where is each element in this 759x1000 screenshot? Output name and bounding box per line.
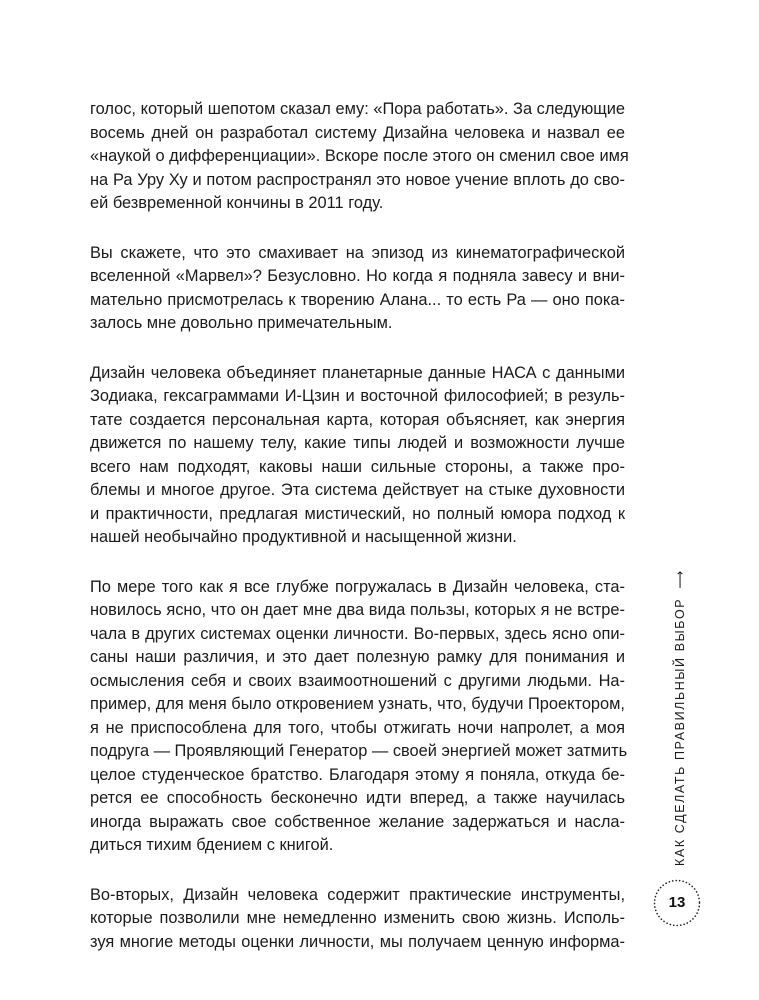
text-line: Вы скажете, что это смахивает на эпизод из кинематографической — [90, 243, 625, 262]
paragraph-3 — [90, 362, 625, 550]
text-line: иногда выражать свое собственное желание задержаться и наслa- — [90, 812, 625, 831]
text-line: всего нам подходят, каковы наши сильные стороны, а также про- — [90, 457, 625, 476]
text-line: ей безвременной кончины в 2011 году. — [90, 194, 384, 212]
text-line: голос, который шепотом сказал ему: «Пора работать». За следующие — [90, 100, 625, 118]
text-line: которые позволили мне немедленно изменить свою жизнь. Исполь- — [90, 909, 625, 927]
text-line: саны наши различия, и это дает полезную рамку для понимания и — [90, 648, 625, 666]
text-line: и практичности, предлагая мистический, но полный юмора подход к — [90, 504, 625, 523]
page-number: 13 — [668, 894, 686, 911]
text-line: вселенной «Марвел»? Безусловно. Но когда я подняла завесу и вни- — [90, 267, 625, 285]
text-line: чала в других системах оценки личности. Во-первых, здесь ясно опи- — [90, 624, 625, 643]
text-line: нашей необычайно продуктивной и насыщенной жизни. — [90, 528, 517, 546]
text-line: осмысления себя и своих взаимоотношений с другими людьми. На- — [90, 671, 625, 690]
text-line: восемь дней он разработал систему Дизайна человека и назвал ее — [90, 123, 625, 142]
text-line: новилось ясно, что он дает мне два вида пользы, которых я не встре- — [90, 601, 625, 619]
text-line: целое студенческое братство. Благодаря этому я поняла, откуда бе- — [90, 765, 625, 784]
text-line: пример, для меня было откровением узнать, что, будучи Проектором, — [90, 695, 625, 713]
text-line: мательно присмотрелась к творению Алана... то есть Ра — оно пока- — [90, 290, 625, 309]
text-line: блемы и многое другое. Эта система действует на стыке духовности — [90, 481, 625, 499]
text-line: подруга — Проявляющий Генератор — своей энергией может затмить — [90, 742, 628, 760]
body-text — [90, 98, 629, 980]
paragraph-2 — [90, 242, 625, 336]
text-line: рется ее способность бесконечно идти вперед, а также научилась — [90, 789, 625, 807]
text-line: Дизайн человека объединяет планетарные данные НАСА с данными — [90, 363, 625, 382]
text-line: тате создается персональная карта, которая объясняет, как энергия — [90, 410, 625, 429]
text-line: на Ра Уру Ху и потом распространял это новое учение вплоть до сво- — [90, 170, 625, 189]
text-line: По мере того как я все глубже погружалась в Дизайн человека, ста- — [90, 577, 625, 596]
text-line: Зодиака, гексаграммами И-Цзин и восточной философией; в резуль- — [90, 387, 625, 405]
running-head-text: КАК СДЕЛАТЬ ПРАВИЛЬНЫЙ ВЫБОР — [673, 597, 687, 866]
text-line: я не приспособлена для того, чтобы отжигать ночи напролет, а моя — [90, 718, 625, 737]
page-number-badge — [652, 878, 702, 928]
text-line: движется по нашему телу, какие типы людей и возможности лучше — [90, 434, 625, 452]
text-line: зуя многие методы оценки личности, мы получаем ценную информа- — [90, 932, 625, 951]
paragraph-5 — [90, 884, 625, 955]
text-line: диться тихим бдением с книгой. — [90, 836, 334, 854]
paragraph-4 — [90, 576, 628, 858]
text-line: залось мне довольно примечательным. — [90, 314, 393, 332]
running-head — [672, 571, 687, 866]
text-line: Во-вторых, Дизайн человека содержит практические инструменты, — [90, 885, 625, 904]
text-line: «наукой о дифференциации». Вскоре после этого он сменил свое имя — [90, 147, 629, 165]
arrow-right-icon: ⟶ — [673, 570, 687, 589]
paragraph-1 — [90, 98, 629, 216]
